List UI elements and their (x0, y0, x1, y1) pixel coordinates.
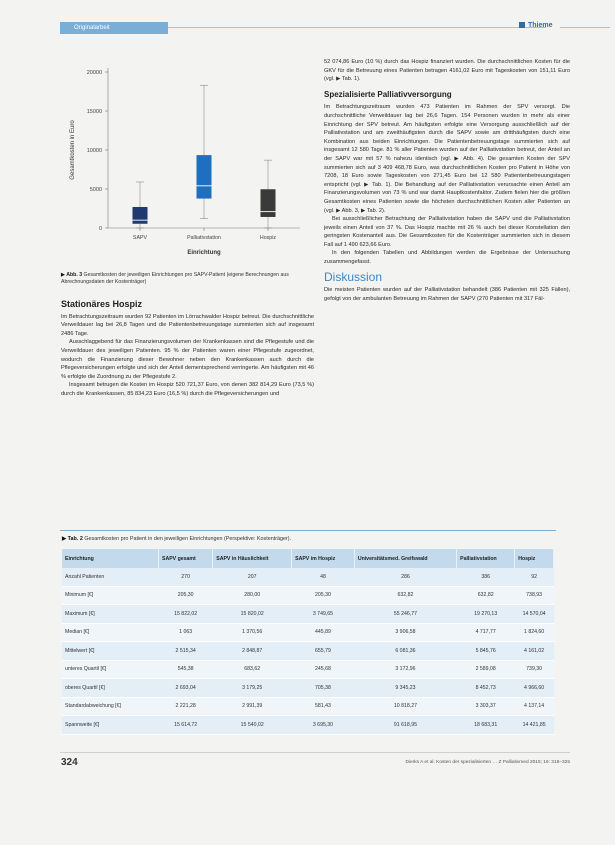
x-tick-label: SAPV (132, 235, 148, 241)
header-einrichtung: Einrichtung (62, 549, 159, 568)
box-sapv (133, 207, 148, 224)
table-row (62, 716, 554, 735)
table-cell: 92 (515, 568, 554, 586)
table-row (62, 679, 554, 698)
figure-label: ▶ Abb. 3 (61, 272, 83, 278)
header-sapv-gesamt: SAPV gesamt (159, 549, 213, 568)
table-cell: 655,79 (292, 642, 355, 661)
spv-paragraph-1: Im Betrachtungszeitraum wurden 473 Patienten im Rahmen der SPV versorgt. Die durchschnittliche Verweildauer lag bei 26,6 Tagen. 154 Personen wurden in mehr als einer Einrichtung der SPV betreut. Am häufigsten erfolgte eine Versorgung ausschließlich auf der Palliativstation und am zweithäufigsten durch die SAPV sowie am dritthäufigsten durch eine Kombination aus beiden Einrichtungen. Die Patientenbetreuungstage summierten sich auf insgesamt 12 580 Tage. 81 % aller Patienten wurden auf der Palliativstation betreut, der Anteil an der SAPV war mit 57 % nahezu identisch (vgl. ▶ Abb. 4). Die gesamten Kosten der SPV summierten sich auf 3 409 468,78 Euro, was durchschnittlichen Kosten pro Patient in Höhe von 7208, 18 Euro sowie Tageskosten von 271,45 Euro bei 12 580 Patientenbetreuungstagen entspricht (vgl. ▶ Tab. 1). Die Behandlung auf der Palliativstation verursachte einen Anteil am Finanzierungsvolumen von 73 % und war damit Hauptkostenfaktor. Zudem fielen hier die größten Gesamtkosten eines Patienten sowie die höchsten durchschnittlichen Kosten aller Patienten an (vgl. ▶ Abb. 3, ▶ Tab. 2). (324, 104, 570, 214)
table-cell: 386 (457, 568, 515, 586)
box-palliativstation (197, 155, 212, 198)
table-cell: 4 717,77 (457, 623, 515, 642)
table-cell: 55 246,77 (354, 605, 456, 624)
spv-paragraph-2: Bei ausschließlicher Betrachtung der Palliativstation haben die SAPV und die Palliativstation jeweils einen Anteil von 37 %. Das Hospiz machte mit 26 % auch bei dieser Konstellation den geringsten Kostenanteil aus. Die Gesamtkosten für die Kostenträger summierten sich in diesem Fall auf 1 490 623,66 Euro. (324, 216, 570, 248)
table-row (62, 605, 554, 624)
left-column (61, 300, 314, 399)
table-cell: 15 820,02 (213, 605, 292, 624)
table-cell: 2 848,87 (213, 642, 292, 661)
table-cell: 1 824,60 (515, 623, 554, 642)
header-rule (168, 27, 546, 28)
table-cell: 205,30 (292, 586, 355, 605)
table-cell: 15 540,02 (213, 716, 292, 735)
table-cell: 445,89 (292, 623, 355, 642)
table-row (62, 623, 554, 642)
row-label: Spannweite [€] (62, 716, 159, 735)
row-label: Median [€] (62, 623, 159, 642)
y-tick-label: 0 (98, 226, 102, 232)
spv-paragraph-3: In den folgenden Tabellen und Abbildungen werden die Ergebnisse der Untersuchung zusammengefasst. (324, 250, 570, 266)
table-caption-text: Gesamtkosten pro Patient in den jeweiligen Einrichtungen (Perspektive: Kostenträger). (84, 536, 292, 542)
table-cell: 91 618,95 (354, 716, 456, 735)
page-number: 324 (61, 757, 78, 768)
header-sapv-haeuslichkeit: SAPV in Häuslichkeit (213, 549, 292, 568)
table-cell: 683,62 (213, 660, 292, 679)
table-cell: 4 137,14 (515, 697, 554, 716)
intro-paragraph: 52 074,86 Euro (10 %) durch das Hospiz finanziert wurden. Die durchschnittlichen Kosten für die GKV für die Betreuung eines Patienten betragen 4161,02 Euro mit Tageskosten von 151,11 Euro (vgl. ▶ Tab. 1). (324, 59, 570, 83)
table-cell: 19 270,13 (457, 605, 515, 624)
table-cell: 5 845,76 (457, 642, 515, 661)
table-cell: 2 693,04 (159, 679, 213, 698)
table-cell: 4 161,02 (515, 642, 554, 661)
hospiz-heading: Stationäres Hospiz (61, 299, 143, 309)
hospiz-paragraph-2: Ausschlaggebend für das Finanzierungsvolumen der Krankenkassen sind die Pflegestufe und die Verweildauer des jeweiligen Patienten. 95 % der Patienten waren einer Pflegestufe zugeordnet, wodurch die Finanzierung dieser Bewohner neben den Krankenkassen auch durch die Pflegeversicherungen erfolgte und sich der Anteil dementsprechend verringerte. Am häufigsten mit 46 % erfolgte die Zuordnung zu der Pflegestufe 2. (61, 339, 314, 380)
table-cell: 9 345,23 (354, 679, 456, 698)
table-cell: 207 (213, 568, 292, 586)
header-sapv-hospiz: SAPV im Hospiz (292, 549, 355, 568)
spv-heading: Spezialisierte Palliativversorgung (324, 89, 452, 99)
footer-citation: Dierks A et al. Kosten der spezialisierten … Z Palliativmed 2015; 16: 318–325 (405, 760, 570, 765)
table-cell: 270 (159, 568, 213, 586)
table-cell: 14 570,04 (515, 605, 554, 624)
hospiz-paragraph-1: Im Betrachtungszeitraum wurden 92 Patienten im Lörrachwalder Hospiz betreut. Die durchschnittliche Verweildauer lag bei 26,8 Tagen und die Patientenbetreuungstage summierten sich auf insgesamt 2486 Tage. (61, 313, 314, 337)
table-cell: 1 370,56 (213, 623, 292, 642)
row-label: Standardabweichung [€] (62, 697, 159, 716)
table-header-row (62, 549, 554, 568)
y-tick-label: 15000 (86, 109, 102, 115)
table-cell: 739,30 (515, 660, 554, 679)
table-cell: 15 822,02 (159, 605, 213, 624)
table-row (62, 697, 554, 716)
table-cell: 15 614,72 (159, 716, 213, 735)
row-label: Mittelwert [€] (62, 642, 159, 661)
y-tick-label: 10000 (86, 148, 102, 154)
section-label-bar (60, 22, 168, 34)
table-cell: 632,82 (457, 586, 515, 605)
table-cell: 8 452,73 (457, 679, 515, 698)
x-tick-label: Hospiz (259, 235, 277, 241)
right-column (324, 58, 570, 303)
publisher-name: Thieme (528, 22, 553, 29)
table-cell: 18 683,31 (457, 716, 515, 735)
footer-rule (60, 752, 570, 753)
row-label: unteres Quartil [€] (62, 660, 159, 679)
header-unimed: Universitätsmed. Greifswald (354, 549, 456, 568)
table-cell: 2 221,28 (159, 697, 213, 716)
table-cell: 6 081,36 (354, 642, 456, 661)
figure-caption-text: Gesamtkosten der jeweiligen Einrichtungen pro SAPV-Patient (eigene Berechnungen aus Abrechnungsdaten der Kostenträger) (61, 272, 289, 285)
table-cell: 545,38 (159, 660, 213, 679)
table-cell: 632,82 (354, 586, 456, 605)
x-axis-label: Einrichtung (187, 250, 221, 256)
table-row (62, 660, 554, 679)
table-cell: 205,30 (159, 586, 213, 605)
table-cell: 1 063 (159, 623, 213, 642)
table-cell: 286 (354, 568, 456, 586)
table-cell: 705,38 (292, 679, 355, 698)
table-row (62, 642, 554, 661)
table-cell: 3 179,25 (213, 679, 292, 698)
section-label: Originalarbeit (74, 25, 110, 31)
table-cell: 3 749,65 (292, 605, 355, 624)
table-cell: 48 (292, 568, 355, 586)
figure-caption (61, 272, 309, 286)
table-cell: 3 303,37 (457, 697, 515, 716)
row-label: Anzahl Patienten (62, 568, 159, 586)
table-cell: 3 906,58 (354, 623, 456, 642)
row-label: Maximum [€] (62, 605, 159, 624)
table-cell: 4 966,60 (515, 679, 554, 698)
publisher-logo-icon (519, 22, 525, 28)
cost-table (62, 549, 554, 735)
row-label: oberes Quartil [€] (62, 679, 159, 698)
header-hospiz: Hospiz (515, 549, 554, 568)
table-cell: 2 991,39 (213, 697, 292, 716)
table-cell: 581,43 (292, 697, 355, 716)
table-row (62, 586, 554, 605)
table-cell: 2 589,08 (457, 660, 515, 679)
table-cell: 3 695,30 (292, 716, 355, 735)
boxplot-chart (60, 60, 315, 265)
publisher-tag (519, 22, 553, 29)
diskussion-paragraph: Die meisten Patienten wurden auf der Palliativstation behandelt (386 Patienten mit 325 Fällen), gefolgt von der ambulanten Betreuung im Rahmen der SAPV (270 Patienten mit 317 Fäl- (324, 287, 570, 302)
table-row (62, 568, 554, 586)
table-label: ▶ Tab. 2 (62, 536, 83, 542)
header-rule-right (560, 27, 610, 28)
row-label: Minimum [€] (62, 586, 159, 605)
box-hospiz (261, 189, 276, 217)
table-cell: 280,00 (213, 586, 292, 605)
x-tick-label: Palliativstation (187, 235, 221, 241)
y-axis-label: Gesamtkosten in Euro (70, 120, 76, 180)
y-tick-label: 5000 (89, 187, 102, 193)
table-caption (62, 536, 291, 542)
hospiz-paragraph-3: Insgesamt betrugen die Kosten im Hospiz 520 721,37 Euro, von denen 382 814,29 Euro (73,5 %) durch die Krankenkassen, 85 834,23 Euro (16,5 %) durch die Pflegeversicherungen und (61, 382, 314, 397)
table-cell: 738,93 (515, 586, 554, 605)
table-cell: 10 818,27 (354, 697, 456, 716)
table-cell: 2 515,34 (159, 642, 213, 661)
header-palliativstation: Palliativstation (457, 549, 515, 568)
y-tick-label: 20000 (86, 70, 102, 76)
diskussion-heading: Diskussion (324, 269, 383, 284)
table-cell: 3 172,96 (354, 660, 456, 679)
table-cell: 245,68 (292, 660, 355, 679)
table-cell: 14 421,85 (515, 716, 554, 735)
